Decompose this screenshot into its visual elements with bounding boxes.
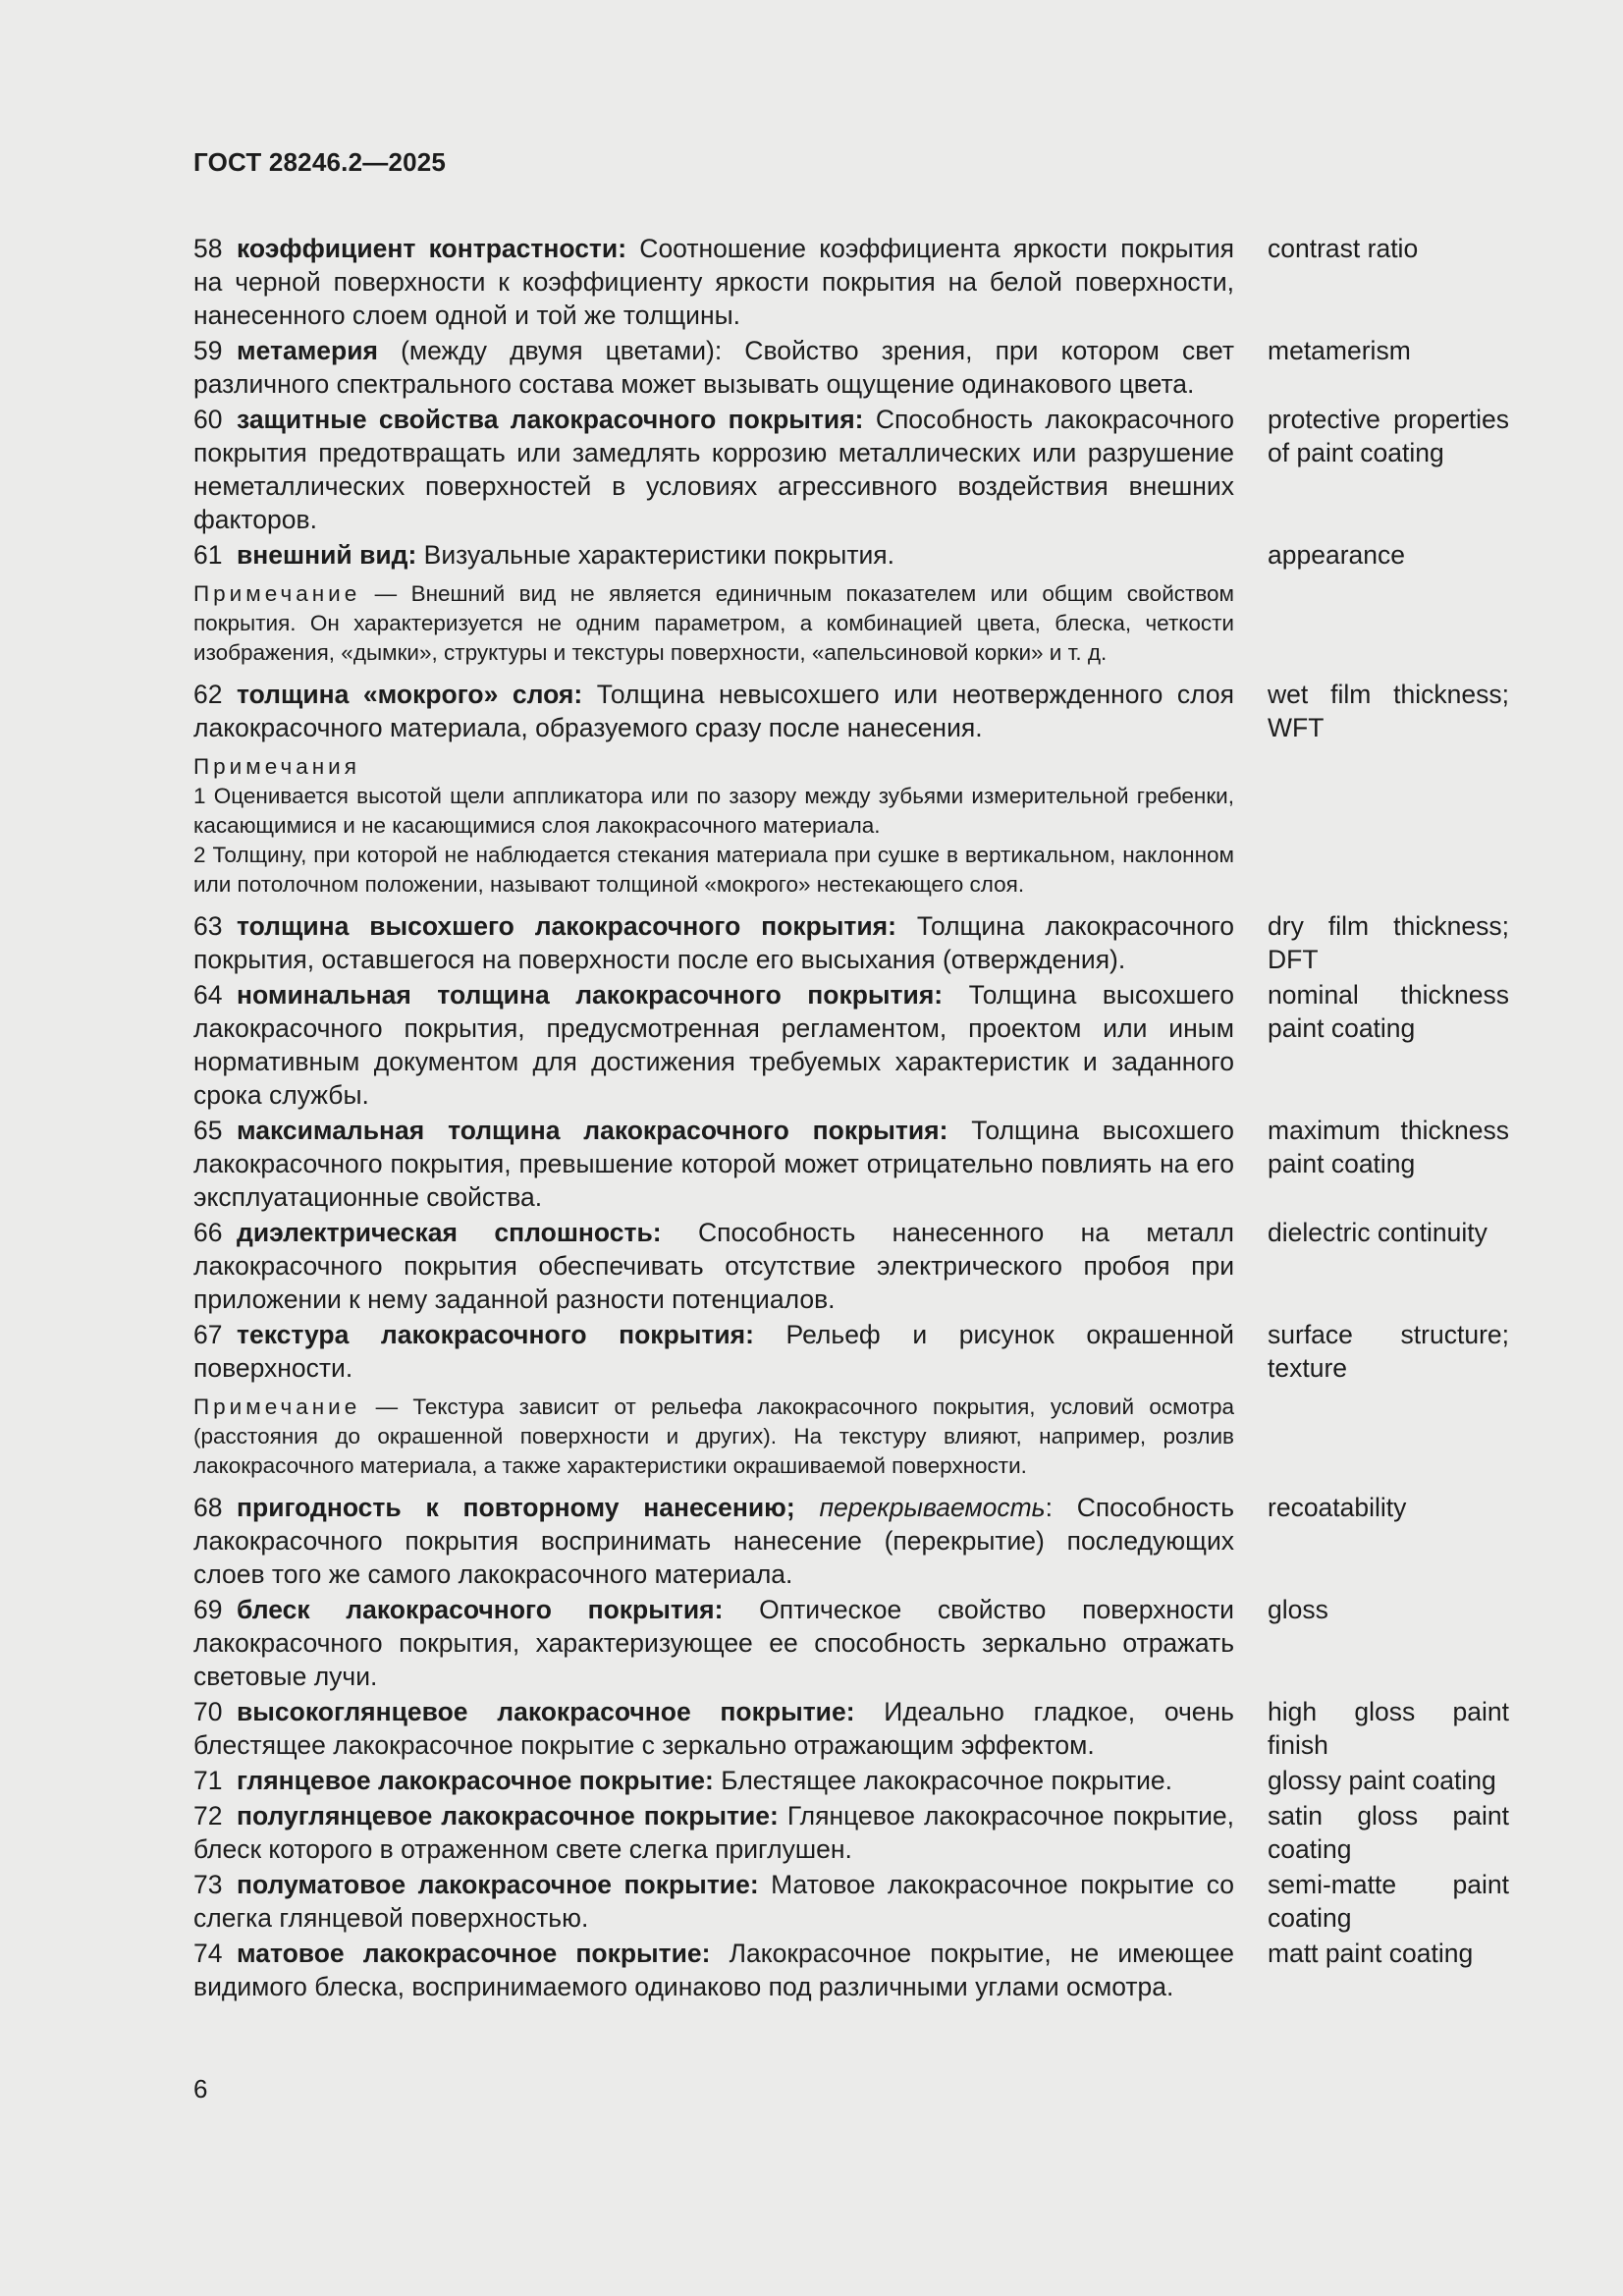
note-item-1: 1 Оценивается высотой щели аппликатора или по зазору между зубьями измерительной гребенки, касающимися и не касающимися слоя лакокрасочного материала. xyxy=(193,784,1234,838)
term-name: толщина высохшего лакокрасочного покрытия: xyxy=(237,911,896,941)
english-equivalent: glossy paint coating xyxy=(1268,1766,1496,1795)
term-name: текстура лакокрасочного покрытия: xyxy=(237,1320,754,1349)
english-equivalent: gloss xyxy=(1268,1595,1328,1624)
term-definition xyxy=(193,1868,1234,1935)
term-number: 69 xyxy=(193,1595,223,1624)
term-entry-62 xyxy=(193,678,1509,744)
term-number: 68 xyxy=(193,1493,223,1522)
term-entry-60 xyxy=(193,403,1509,536)
term-entry-58 xyxy=(193,232,1509,332)
definition-text: Матовое лакокрасочное покрытие со слегка глянцевой поверхностью. xyxy=(193,1870,1235,1933)
term-entry-73 xyxy=(193,1868,1509,1935)
term-name: номинальная толщина лакокрасочного покрытия: xyxy=(237,980,944,1010)
term-name: полуматовое лакокрасочное покрытие: xyxy=(237,1870,759,1899)
note-61 xyxy=(193,579,1234,668)
document-header: ГОСТ 28246.2—2025 xyxy=(193,147,447,177)
term-entry-70 xyxy=(193,1695,1509,1762)
term-definition xyxy=(193,1216,1234,1316)
definition-text: Идеально гладкое, очень блестящее лакокрасочное покрытие с зеркально отражающим эффектом. xyxy=(193,1697,1234,1760)
definition-text: : Способность лакокрасочного покрытия воспринимать нанесение (перекрытие) последующих слоев того же самого лакокрасочного материала. xyxy=(193,1493,1234,1589)
term-definition xyxy=(193,1491,1234,1591)
note-item-2: 2 Толщину, при которой не наблюдается стекания материала при сушке в вертикальном, наклонном или потолочном положении, называют толщиной «мокрого» нестекающего слоя. xyxy=(193,843,1234,897)
term-name: полуглянцевое лакокрасочное покрытие: xyxy=(237,1801,779,1831)
term-definition xyxy=(193,1937,1234,2003)
term-number: 62 xyxy=(193,680,223,709)
definition-text: Визуальные характеристики покрытия. xyxy=(416,540,894,570)
term-definition xyxy=(193,334,1234,401)
english-equivalent: high gloss paint finish xyxy=(1268,1697,1509,1760)
english-equivalent: satin gloss paint coating xyxy=(1268,1801,1509,1864)
term-number: 58 xyxy=(193,234,223,263)
term-entry-74 xyxy=(193,1937,1509,2003)
term-name: защитные свойства лакокрасочного покрытия: xyxy=(237,405,864,434)
term-number: 59 xyxy=(193,336,223,365)
definition-text: Рельеф и рисунок окрашенной поверхности. xyxy=(193,1320,1234,1383)
term-name: максимальная толщина лакокрасочного покрытия: xyxy=(237,1116,948,1145)
english-equivalent: recoatability xyxy=(1268,1493,1407,1522)
english-equivalent: metamerism xyxy=(1268,336,1411,365)
english-equivalent: dry film thickness; DFT xyxy=(1268,911,1509,974)
definition-text: Лакокрасочное покрытие, не имеющее видимого блеска, воспринимаемого одинаково под различными углами осмотра. xyxy=(193,1939,1234,2001)
note-label: Примечание xyxy=(193,581,361,606)
definition-text: Способность лакокрасочного покрытия предотвращать или замедлять коррозию металлических или разрушение неметаллических поверхностей в условиях агрессивного воздействия внешних факторов. xyxy=(193,405,1234,534)
term-name: толщина «мокрого» слоя: xyxy=(237,680,583,709)
english-equivalent: nominal thickness paint coating xyxy=(1268,980,1509,1043)
term-entry-71 xyxy=(193,1764,1509,1797)
notes-62 xyxy=(193,752,1234,900)
definition-text: (между двумя цветами): Свойство зрения, при котором свет различного спектрального состава может вызывать ощущение одинакового цвета. xyxy=(193,336,1234,399)
term-definition xyxy=(193,1318,1234,1385)
definition-text: Толщина лакокрасочного покрытия, оставшегося на поверхности после его высыхания (отверждения). xyxy=(193,911,1235,974)
english-equivalent: appearance xyxy=(1268,540,1405,570)
term-entry-66 xyxy=(193,1216,1509,1316)
note-text: — Внешний вид не является единичным показателем или общим свойством покрытия. Он характеризуется не одним параметром, а комбинацией цвета, блеска, четкости изображения, «дымки», структуры и текстуры поверхности, «апельсиновой корки» и т. д. xyxy=(193,581,1234,665)
term-definition xyxy=(193,232,1234,332)
term-number: 60 xyxy=(193,405,223,434)
term-name: метамерия xyxy=(237,336,378,365)
term-entry-69 xyxy=(193,1593,1509,1693)
term-number: 72 xyxy=(193,1801,223,1831)
term-number: 73 xyxy=(193,1870,223,1899)
term-name: коэффициент контрастности: xyxy=(237,234,627,263)
definition-text: Толщина невысохшего или неотвержденного слоя лакокрасочного материала, образуемого сразу после нанесения. xyxy=(193,680,1234,742)
term-name: глянцевое лакокрасочное покрытие: xyxy=(237,1766,714,1795)
term-definition xyxy=(193,1695,1234,1762)
term-synonym: перекрываемость xyxy=(819,1493,1046,1522)
term-definition xyxy=(193,538,1234,572)
definition-text: Толщина высохшего лакокрасочного покрытия, предусмотренная регламентом, проектом или иным нормативным документом для достижения требуемых характеристик и заданного срока службы. xyxy=(193,980,1234,1110)
term-number: 66 xyxy=(193,1218,223,1247)
english-equivalent: surface structure; texture xyxy=(1268,1320,1509,1383)
term-number: 71 xyxy=(193,1766,223,1795)
term-definition xyxy=(193,1114,1234,1214)
english-equivalent: dielectric continuity xyxy=(1268,1218,1488,1247)
term-definition xyxy=(193,403,1234,536)
note-text: — Текстура зависит от рельефа лакокрасочного покрытия, условий осмотра (расстояния до окрашенной поверхности и других). На текстуру влияют, например, розлив лакокрасочного материала, а также характеристики окрашиваемой поверхности. xyxy=(193,1394,1234,1478)
definition-text: Толщина высохшего лакокрасочного покрытия, превышение которой может отрицательно повлиять на его эксплуатационные свойства. xyxy=(193,1116,1234,1212)
term-entry-59 xyxy=(193,334,1509,401)
note-label: Примечания xyxy=(193,754,360,779)
term-definition xyxy=(193,1799,1234,1866)
term-name: матовое лакокрасочное покрытие: xyxy=(237,1939,711,1968)
term-name: высокоглянцевое лакокрасочное покрытие: xyxy=(237,1697,855,1726)
english-equivalent: protective properties of paint coating xyxy=(1268,405,1509,467)
term-definition xyxy=(193,678,1234,744)
term-name: внешний вид: xyxy=(237,540,417,570)
term-name: диэлектрическая сплошность: xyxy=(237,1218,662,1247)
terms-list xyxy=(193,232,1509,2003)
term-number: 70 xyxy=(193,1697,223,1726)
term-entry-72 xyxy=(193,1799,1509,1866)
term-entry-64 xyxy=(193,978,1509,1112)
term-entry-68 xyxy=(193,1491,1509,1591)
english-equivalent: semi-matte paint coating xyxy=(1268,1870,1509,1933)
english-equivalent: maximum thickness paint coating xyxy=(1268,1116,1509,1178)
term-definition xyxy=(193,1764,1234,1797)
term-number: 61 xyxy=(193,540,223,570)
definition-text: Оптическое свойство поверхности лакокрасочного покрытия, характеризующее ее способность зеркально отражать световые лучи. xyxy=(193,1595,1234,1691)
definition-text: Блестящее лакокрасочное покрытие. xyxy=(713,1766,1172,1795)
term-number: 74 xyxy=(193,1939,223,1968)
page-number: 6 xyxy=(193,2074,208,2104)
term-number: 65 xyxy=(193,1116,223,1145)
term-number: 63 xyxy=(193,911,223,941)
term-number: 67 xyxy=(193,1320,223,1349)
term-definition xyxy=(193,978,1234,1112)
term-entry-63 xyxy=(193,909,1509,976)
definition-text: Соотношение коэффициента яркости покрытия на черной поверхности к коэффициенту яркости покрытия на белой поверхности, нанесенного слоем одной и той же толщины. xyxy=(193,234,1234,330)
english-equivalent: wet film thickness; WFT xyxy=(1268,680,1509,742)
note-label: Примечание xyxy=(193,1394,361,1419)
term-definition xyxy=(193,909,1234,976)
term-entry-61 xyxy=(193,538,1509,572)
term-name: блеск лакокрасочного покрытия: xyxy=(237,1595,724,1624)
note-67 xyxy=(193,1393,1234,1481)
definition-text: Способность нанесенного на металл лакокрасочного покрытия обеспечивать отсутствие электрического пробоя при приложении к нему заданной разности потенциалов. xyxy=(193,1218,1234,1314)
definition-text: Глянцевое лакокрасочное покрытие, блеск которого в отраженном свете слегка приглушен. xyxy=(193,1801,1234,1864)
term-entry-67 xyxy=(193,1318,1509,1385)
english-equivalent: contrast ratio xyxy=(1268,234,1419,263)
term-name: пригодность к повторному нанесению; xyxy=(237,1493,795,1522)
term-definition xyxy=(193,1593,1234,1693)
term-number: 64 xyxy=(193,980,223,1010)
term-entry-65 xyxy=(193,1114,1509,1214)
english-equivalent: matt paint coating xyxy=(1268,1939,1474,1968)
